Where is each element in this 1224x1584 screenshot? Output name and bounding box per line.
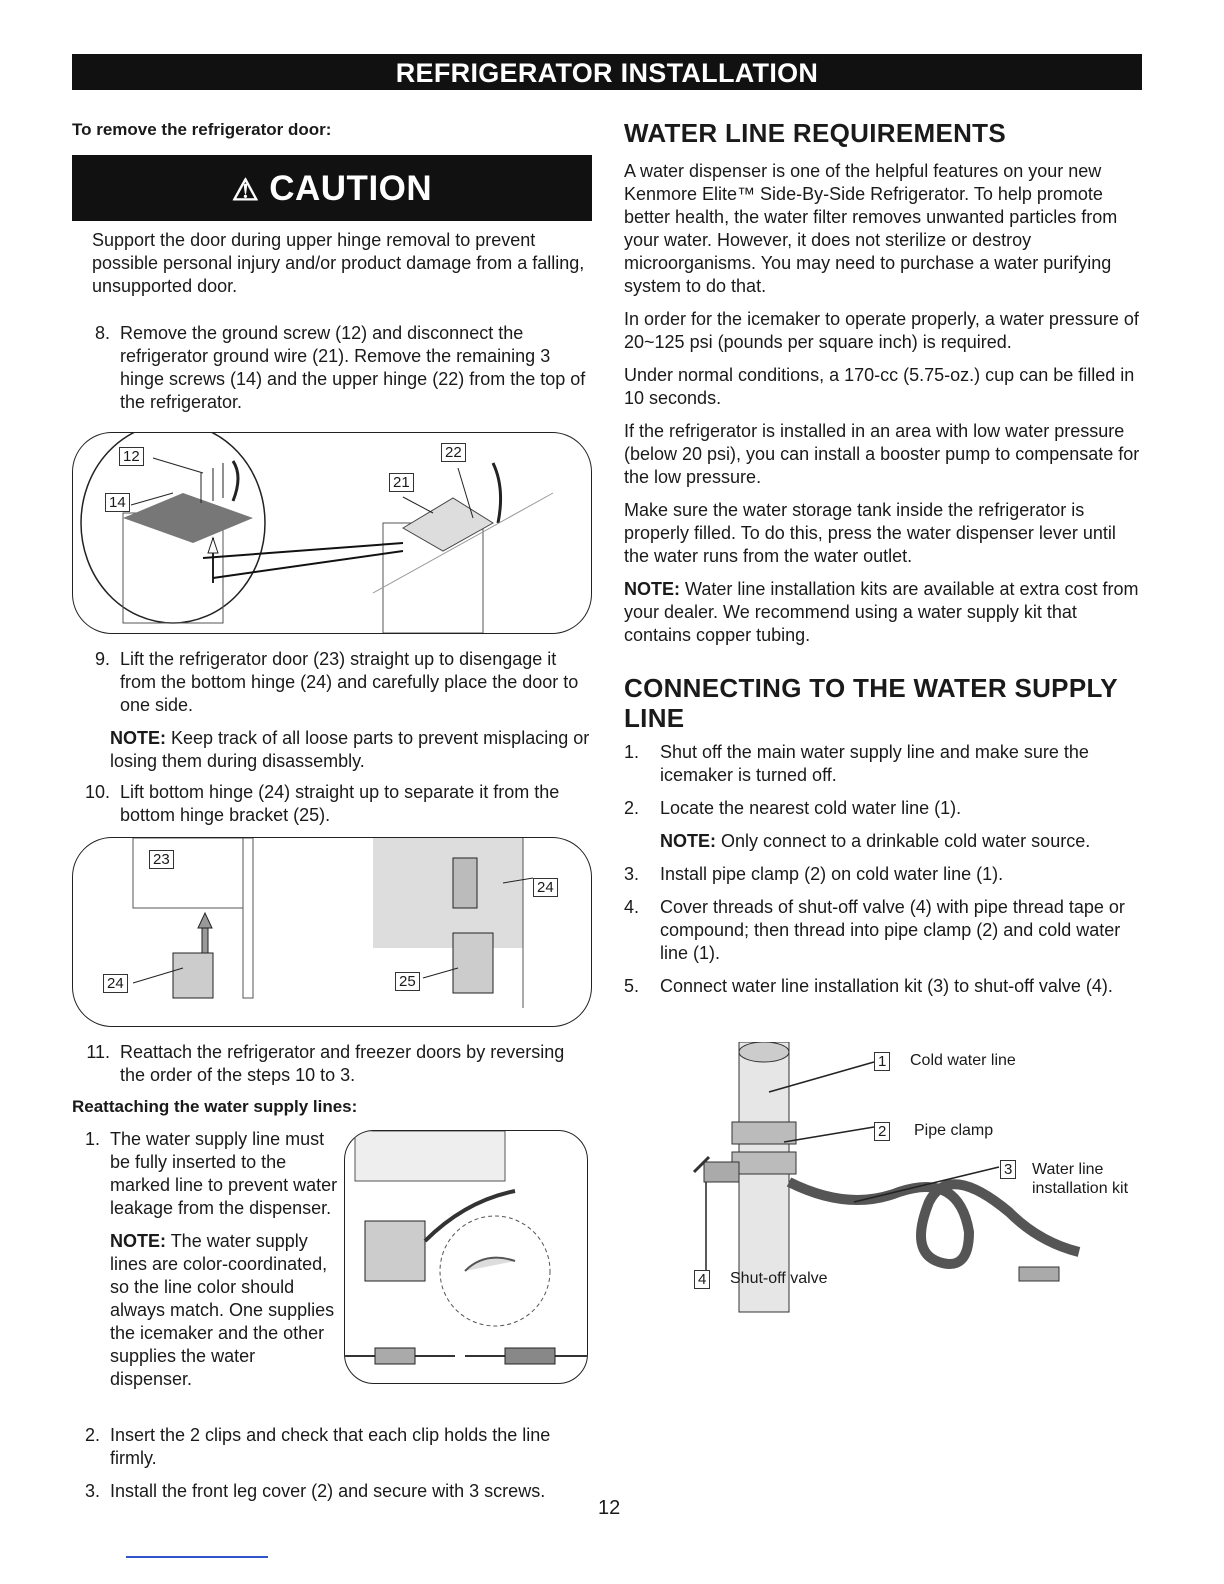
shut-off-valve-label: Shut-off valve <box>730 1270 828 1287</box>
callout-2: 2 <box>874 1122 890 1141</box>
connect-step-1: 1. Shut off the main water supply line and make sure the icemaker is turned off. <box>624 742 1089 785</box>
connect-step-2-note: NOTE: Only connect to a drinkable cold water source. <box>660 831 1091 851</box>
water-line-requirements-heading: WATER LINE REQUIREMENTS <box>624 118 1006 148</box>
connect-step-4: 4. Cover threads of shut-off valve (4) with pipe thread tape or compound; then thread into pipe clamp (2) and cold water line (1). <box>624 897 1125 963</box>
reattach-step-1: 1. The water supply line must be fully inserted to the marked line to prevent water leakage from the dispenser. <box>84 1129 338 1218</box>
page-number: 12 <box>598 1497 621 1519</box>
footer-rule <box>126 1556 268 1558</box>
door-removal-heading: To remove the refrigerator door: <box>72 120 332 139</box>
paragraph-kit-note: NOTE: Water line installation kits are available at extra cost from your dealer. We recommend using a water supply kit that contains copper tubing. <box>624 579 1139 645</box>
paragraph-pressure: In order for the icemaker to operate properly, a water pressure of 20~125 psi (pounds per square inch) is required. <box>624 309 1139 352</box>
cold-water-line-label: Cold water line <box>910 1052 1016 1069</box>
step-9: 9. Lift the refrigerator door (23) straight up to disengage it from the bottom hinge (24) and carefully place the door to one side. <box>94 649 579 715</box>
callout-4: 4 <box>694 1270 710 1289</box>
water-line-kit-label: Water line installation kit <box>1032 1161 1129 1197</box>
reattach-step-3: 3. Install the front leg cover (2) and secure with 3 screws. <box>84 1481 546 1501</box>
reattach-heading: Reattaching the water supply lines: <box>72 1097 358 1116</box>
right-column <box>624 118 1144 1322</box>
step-8: 8. Remove the ground screw (12) and disconnect the refrigerator ground wire (21). Remove the remaining 3 hinge screws (14) and the upper hinge (22) from the top of the refrigerator. <box>94 323 586 412</box>
callout-12: 12 <box>119 447 144 466</box>
reattach-block <box>72 1122 592 1412</box>
connect-step-2: 2. Locate the nearest cold water line (1). <box>624 798 962 818</box>
callout-22: 22 <box>441 443 466 462</box>
paragraph-tank: Make sure the water storage tank inside the refrigerator is properly filled. To do this, press the water dispenser lever until the water runs from the water outlet. <box>624 500 1116 566</box>
reattach-note: NOTE: The water supply lines are color-coordinated, so the line color should always match. One supplies the icemaker and the other supplies the water dispenser. <box>110 1231 335 1389</box>
warning-triangle-icon: ⚠ <box>231 174 260 207</box>
step-10: 10. Lift bottom hinge (24) straight up to separate it from the bottom hinge bracket (25). <box>84 782 560 825</box>
callout-21: 21 <box>389 473 414 492</box>
water-line-illustration <box>345 1131 587 1383</box>
page-title: REFRIGERATOR INSTALLATION <box>72 54 1142 90</box>
step-9-note: NOTE: Keep track of all loose parts to prevent misplacing or losing them during disassembly. <box>110 728 590 771</box>
callout-25: 25 <box>395 972 420 991</box>
callout-1: 1 <box>874 1052 890 1071</box>
upper-hinge-illustration <box>73 433 592 633</box>
reattach-step-2: 2. Insert the 2 clips and check that each clip holds the line firmly. <box>84 1425 551 1468</box>
left-column <box>72 118 592 1503</box>
caution-box <box>72 155 592 221</box>
paragraph-booster: If the refrigerator is installed in an area with low water pressure (below 20 psi), you can install a booster pump to compensate for the low pressure. <box>624 421 1140 487</box>
water-line-figure <box>344 1130 588 1384</box>
connect-step-5: 5. Connect water line installation kit (3) to shut-off valve (4). <box>624 976 1113 996</box>
callout-23: 23 <box>149 850 174 869</box>
caution-label: CAUTION <box>269 169 433 208</box>
connect-step-3: 3. Install pipe clamp (2) on cold water line (1). <box>624 864 1004 884</box>
callout-24-right: 24 <box>533 878 558 897</box>
callout-14: 14 <box>105 493 130 512</box>
bottom-hinge-figure <box>72 837 592 1027</box>
upper-hinge-figure <box>72 432 592 634</box>
caution-text: Support the door during upper hinge removal to prevent possible personal injury and/or product damage from a falling, unsupported door. <box>92 230 585 296</box>
step-11: 11. Reattach the refrigerator and freezer doors by reversing the order of the steps 10 to 3. <box>86 1042 565 1085</box>
connecting-heading: CONNECTING TO THE WATER SUPPLY LINE <box>624 673 1118 733</box>
callout-24-left: 24 <box>103 974 128 993</box>
paragraph-dispenser: A water dispenser is one of the helpful features on your new Kenmore Elite™ Side-By-Side Refrigerator. To help promote better health, the water filter removes unwanted particles from your water. However, it does not sterilize or destroy microorganisms. You may need to purchase a water purifying system to do that. <box>624 161 1118 296</box>
paragraph-cup: Under normal conditions, a 170-cc (5.75-oz.) cup can be filled in 10 seconds. <box>624 365 1135 408</box>
water-line-diagram <box>624 1042 1144 1322</box>
callout-3: 3 <box>1000 1160 1016 1179</box>
pipe-clamp-label: Pipe clamp <box>914 1122 994 1139</box>
